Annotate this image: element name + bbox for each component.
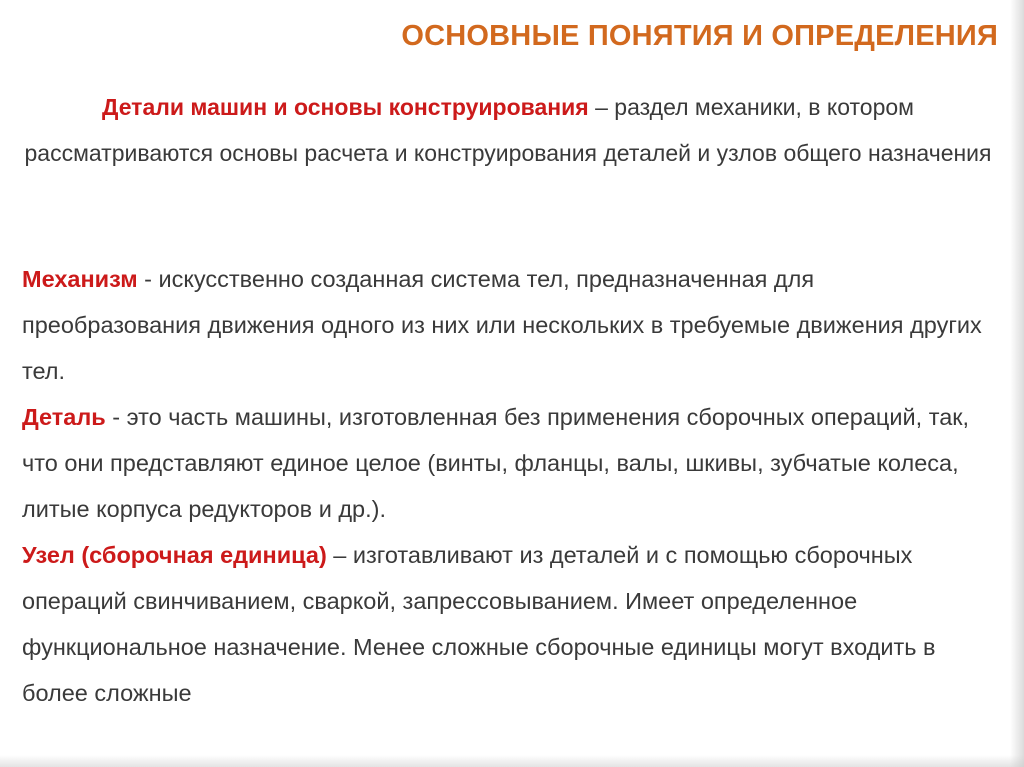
slide-title: ОСНОВНЫЕ ПОНЯТИЯ И ОПРЕДЕЛЕНИЯ xyxy=(401,20,998,52)
definition-assembly xyxy=(22,532,994,716)
definition-term: Узел (сборочная единица) xyxy=(22,542,327,568)
slide-shadow-right xyxy=(1010,0,1024,767)
definition-text: - это часть машины, изготовленная без применения сборочных операций, так, что они представляют единое целое (винты, фланцы, валы, шкивы, зубчатые колеса, литые корпуса редукторов и др.). xyxy=(22,404,970,522)
definition-mechanism xyxy=(22,256,994,394)
intro-term: Детали машин и основы конструирования xyxy=(102,94,589,120)
definition-text: - искусственно созданная система тел, предназначенная для преобразования движения одного из них или нескольких в требуемые движения других тел. xyxy=(22,266,982,384)
definitions-list xyxy=(22,256,994,716)
definition-text: – изготавливают из деталей и с помощью сборочных операций свинчиванием, сваркой, запрессовыванием. Имеет определенное функциональное назначение. Менее сложные сборочные единицы могут входить в более сложные xyxy=(22,542,936,706)
definition-term: Деталь xyxy=(22,404,106,430)
slide-shadow-bottom xyxy=(0,755,1024,767)
intro-text: – раздел механики, в котором рассматриваются основы расчета и конструирования деталей и узлов общего назначения xyxy=(24,94,992,166)
definition-term: Механизм xyxy=(22,266,138,292)
intro-paragraph xyxy=(20,84,996,176)
definition-part xyxy=(22,394,994,532)
